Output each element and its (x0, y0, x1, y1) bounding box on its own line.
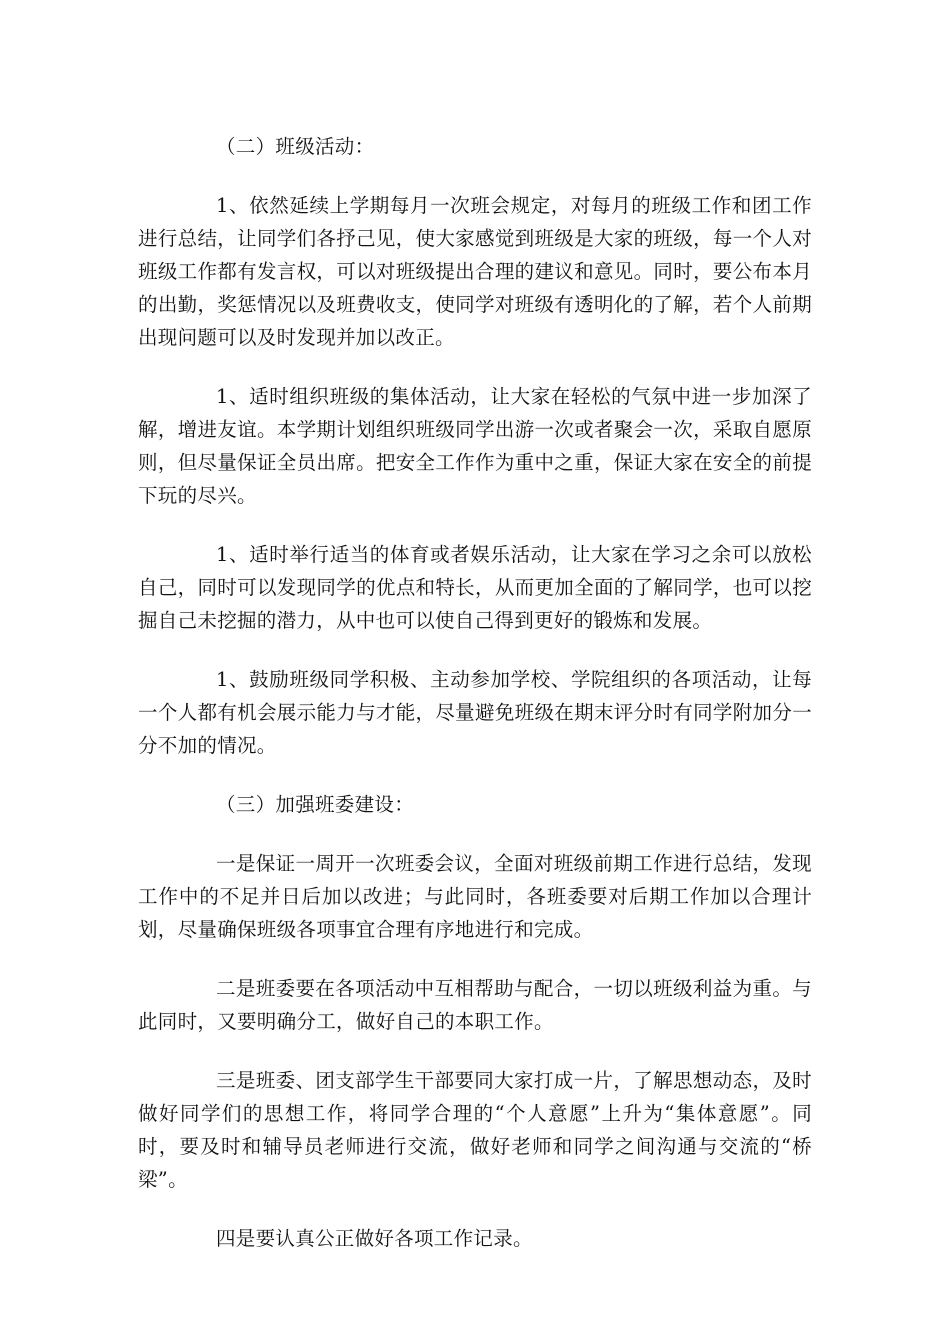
paragraph: 三是班委、团支部学生干部要同大家打成一片，了解思想动态，及时做好同学们的思想工作，将同学合理的“个人意愿”上升为“集体意愿”。同时，要及时和辅导员老师进行交流，做好老师和同学之间沟通与交流的“桥梁”。 (138, 1069, 812, 1191)
document-body (138, 130, 812, 1281)
paragraph: 一是保证一周开一次班委会议，全面对班级前期工作进行总结，发现工作中的不足并日后加以改进；与此同时，各班委要对后期工作加以合理计划，尽量确保班级各项事宜合理有序地进行和完成。 (138, 852, 812, 941)
paragraph: 1、适时组织班级的集体活动，让大家在轻松的气氛中进一步加深了解，增进友谊。本学期计划组织班级同学出游一次或者聚会一次，采取自愿原则，但尽量保证全员出席。把安全工作作为重中之重，保证大家在安全的前提下玩的尽兴。 (138, 385, 812, 507)
paragraph: 1、依然延续上学期每月一次班会规定，对每月的班级工作和团工作进行总结，让同学们各抒己见，使大家感觉到班级是大家的班级，每一个人对班级工作都有发言权，可以对班级提出合理的建议和意见。同时，要公布本月的出勤，奖惩情况以及班费收支，使同学对班级有透明化的了解，若个人前期出现问题可以及时发现并加以改正。 (138, 194, 812, 349)
paragraph: 1、鼓励班级同学积极、主动参加学校、学院组织的各项活动，让每一个人都有机会展示能力与才能，尽量避免班级在期末评分时有同学附加分一分不加的情况。 (138, 668, 812, 757)
paragraph: 二是班委要在各项活动中互相帮助与配合，一切以班级利益为重。与此同时，又要明确分工，做好自己的本职工作。 (138, 977, 812, 1033)
section-heading-committee-building: （三）加强班委建设： (216, 793, 415, 816)
section-heading-class-activities: （二）班级活动： (216, 135, 375, 158)
paragraph: 1、适时举行适当的体育或者娱乐活动，让大家在学习之余可以放松自己，同时可以发现同学的优点和特长，从而更加全面的了解同学，也可以挖掘自己未挖掘的潜力，从中也可以使自己得到更好的锻炼和发展。 (138, 543, 812, 632)
paragraph: 四是要认真公正做好各项工作记录。 (216, 1227, 533, 1250)
